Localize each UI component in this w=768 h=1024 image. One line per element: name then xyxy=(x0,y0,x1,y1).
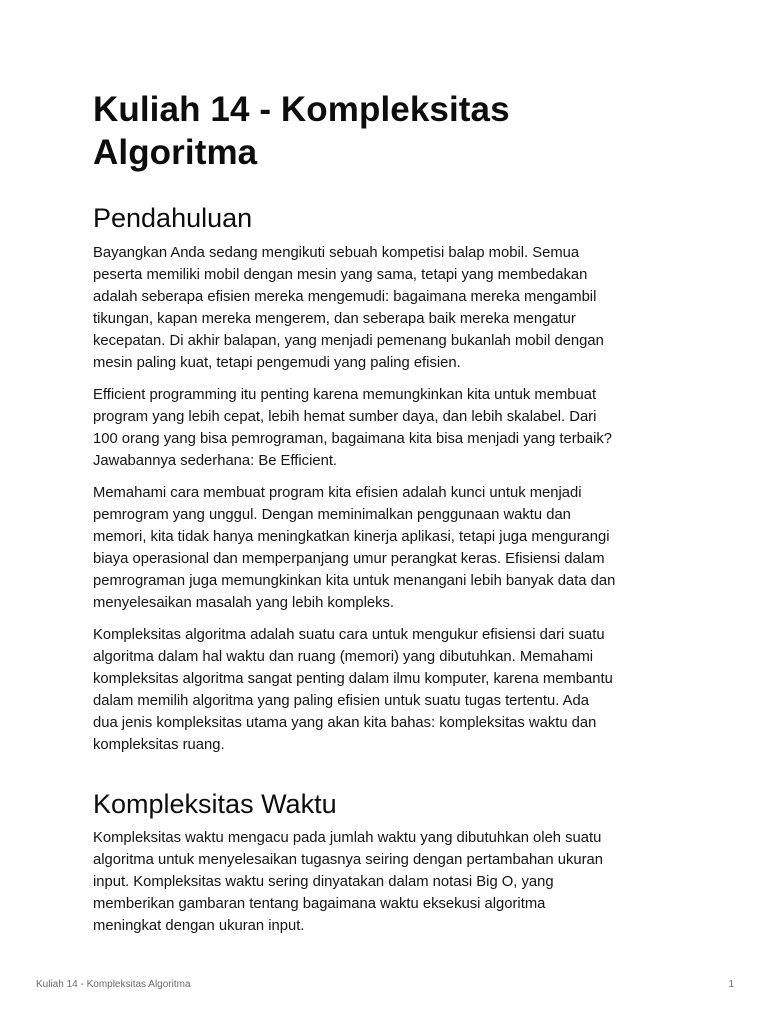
text-line: pemrograman juga memungkinkan kita untuk menangani lebih banyak data dan xyxy=(93,573,616,589)
section-heading-kompleksitas-waktu: Kompleksitas Waktu xyxy=(93,789,337,819)
text-line: Jawabannya sederhana: Be Efficient. xyxy=(93,453,338,469)
paragraph xyxy=(93,827,683,937)
footer-page-number: 1 xyxy=(728,979,734,990)
text-line: algoritma untuk menyelesaikan tugasnya seiring dengan pertambahan ukuran xyxy=(93,852,603,868)
text-line: pemrogram yang unggul. Dengan meminimalkan penggunaan waktu dan xyxy=(93,507,571,523)
text-line: 100 orang yang bisa pemrograman, bagaimana kita bisa menjadi yang terbaik? xyxy=(93,431,613,447)
text-line: biaya operasional dan memperpanjang umur perangkat keras. Efisiensi dalam xyxy=(93,551,605,567)
text-line: Kompleksitas waktu mengacu pada jumlah waktu yang dibutuhkan oleh suatu xyxy=(93,830,602,846)
text-line: kompleksitas ruang. xyxy=(93,737,225,753)
document-title xyxy=(93,88,683,174)
text-line: Kompleksitas algoritma adalah suatu cara untuk mengukur efisiensi dari suatu xyxy=(93,627,605,643)
text-line: memori, kita tidak hanya meningkatkan kinerja aplikasi, tetapi juga mengurangi xyxy=(93,529,610,545)
text-line: kecepatan. Di akhir balapan, yang menjadi pemenang bukanlah mobil dengan xyxy=(93,333,604,349)
paragraph xyxy=(93,624,683,756)
text-line: menyelesaikan masalah yang lebih kompleks. xyxy=(93,595,395,611)
section-heading-pendahuluan: Pendahuluan xyxy=(93,203,253,233)
text-line: input. Kompleksitas waktu sering dinyatakan dalam notasi Big O, yang xyxy=(93,874,554,890)
text-line: tikungan, kapan mereka mengerem, dan seberapa baik mereka mengatur xyxy=(93,311,576,327)
text-line: Bayangkan Anda sedang mengikuti sebuah kompetisi balap mobil. Semua xyxy=(93,245,580,261)
text-line: adalah seberapa efisien mereka mengemudi: bagaimana mereka mengambil xyxy=(93,289,597,305)
text-line: peserta memiliki mobil dengan mesin yang sama, tetapi yang membedakan xyxy=(93,267,588,283)
text-line: mesin paling kuat, tetapi pengemudi yang paling efisien. xyxy=(93,355,461,371)
footer-document-title: Kuliah 14 - Kompleksitas Algoritma xyxy=(36,979,191,990)
text-line: kompleksitas algoritma sangat penting dalam ilmu komputer, karena membantu xyxy=(93,671,613,687)
text-line: algoritma dalam hal waktu dan ruang (memori) yang dibutuhkan. Memahami xyxy=(93,649,594,665)
text-line: dua jenis kompleksitas utama yang akan kita bahas: kompleksitas waktu dan xyxy=(93,715,597,731)
text-line: dalam memilih algoritma yang paling efisien untuk suatu tugas tertentu. Ada xyxy=(93,693,589,709)
paragraph xyxy=(93,482,683,614)
text-line: Memahami cara membuat program kita efisien adalah kunci untuk menjadi xyxy=(93,485,582,501)
text-line: meningkat dengan ukuran input. xyxy=(93,918,305,934)
text-line: Efficient programming itu penting karena memungkinkan kita untuk membuat xyxy=(93,387,597,403)
paragraph xyxy=(93,242,683,374)
text-line: program yang lebih cepat, lebih hemat sumber daya, dan lebih skalabel. Dari xyxy=(93,409,597,425)
page-content xyxy=(93,88,683,947)
paragraph xyxy=(93,384,683,472)
title-line: Algoritma xyxy=(93,133,258,172)
text-line: memberikan gambaran tentang bagaimana waktu eksekusi algoritma xyxy=(93,896,546,912)
title-line: Kuliah 14 - Kompleksitas xyxy=(93,90,510,129)
